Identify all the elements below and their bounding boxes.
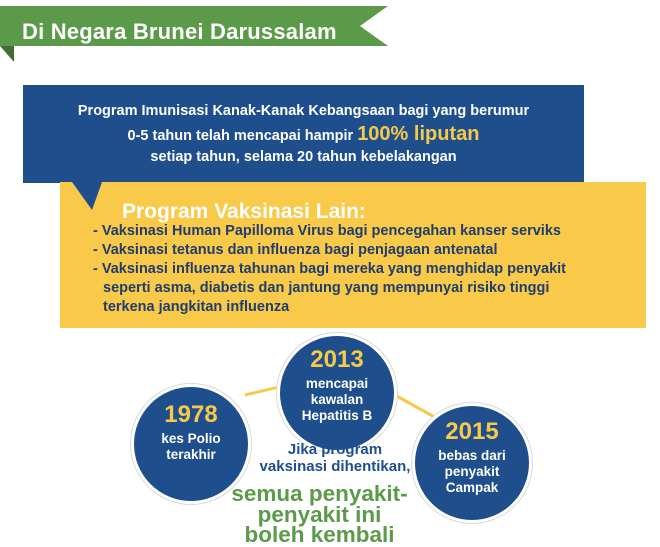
warning-line-2: vaksinasi dihentikan, <box>259 458 411 475</box>
warning-headline-3: boleh kembali <box>244 522 395 547</box>
program-item: - Vaksinasi Human Papilloma Virus bagi pencegahan kanser serviks <box>93 223 561 239</box>
program-item: seperti asma, diabetis dan jantung yang mempunyai risiko tinggi <box>103 280 550 296</box>
warning-headline-1: semua penyakit- <box>231 481 408 506</box>
warning-line-1: Jika program <box>287 441 383 458</box>
milestone-text: Hepatitis B <box>301 408 373 423</box>
banner-title: Di Negara Brunei Darussalam <box>22 19 337 44</box>
milestone-2015 <box>412 403 532 523</box>
coverage-line-2-text: 0-5 tahun telah mencapai hampir <box>127 128 354 144</box>
milestone-text: Campak <box>445 480 499 495</box>
program-item: terkena jangkitan influenza <box>103 299 290 315</box>
milestone-text: terakhir <box>166 447 216 462</box>
coverage-highlight: 100% liputan <box>357 123 480 145</box>
milestone-2013 <box>277 333 397 453</box>
milestone-text: mencapai <box>305 376 369 391</box>
milestone-text: bebas dari <box>438 448 506 463</box>
milestone-text: kawalan <box>310 392 364 407</box>
milestone-year: 2015 <box>445 418 499 445</box>
milestone-year: 2013 <box>310 346 364 373</box>
milestone-year: 1978 <box>164 401 218 428</box>
coverage-line-3: setiap tahun, selama 20 tahun kebelakangan <box>150 149 457 165</box>
other-programs-title: Program Vaksinasi Lain: <box>122 200 366 223</box>
coverage-line-1: Program Imunisasi Kanak-Kanak Kebangsaan bagi yang berumur <box>77 103 530 119</box>
program-item: - Vaksinasi tetanus dan influenza bagi penjagaan antenatal <box>93 242 498 258</box>
milestone-text: kes Polio <box>161 431 221 446</box>
warning-headline-2: penyakit ini <box>257 502 382 527</box>
milestone-text: penyakit <box>444 464 500 479</box>
program-item: - Vaksinasi influenza tahunan bagi mereka yang menghidap penyakit <box>93 261 566 277</box>
